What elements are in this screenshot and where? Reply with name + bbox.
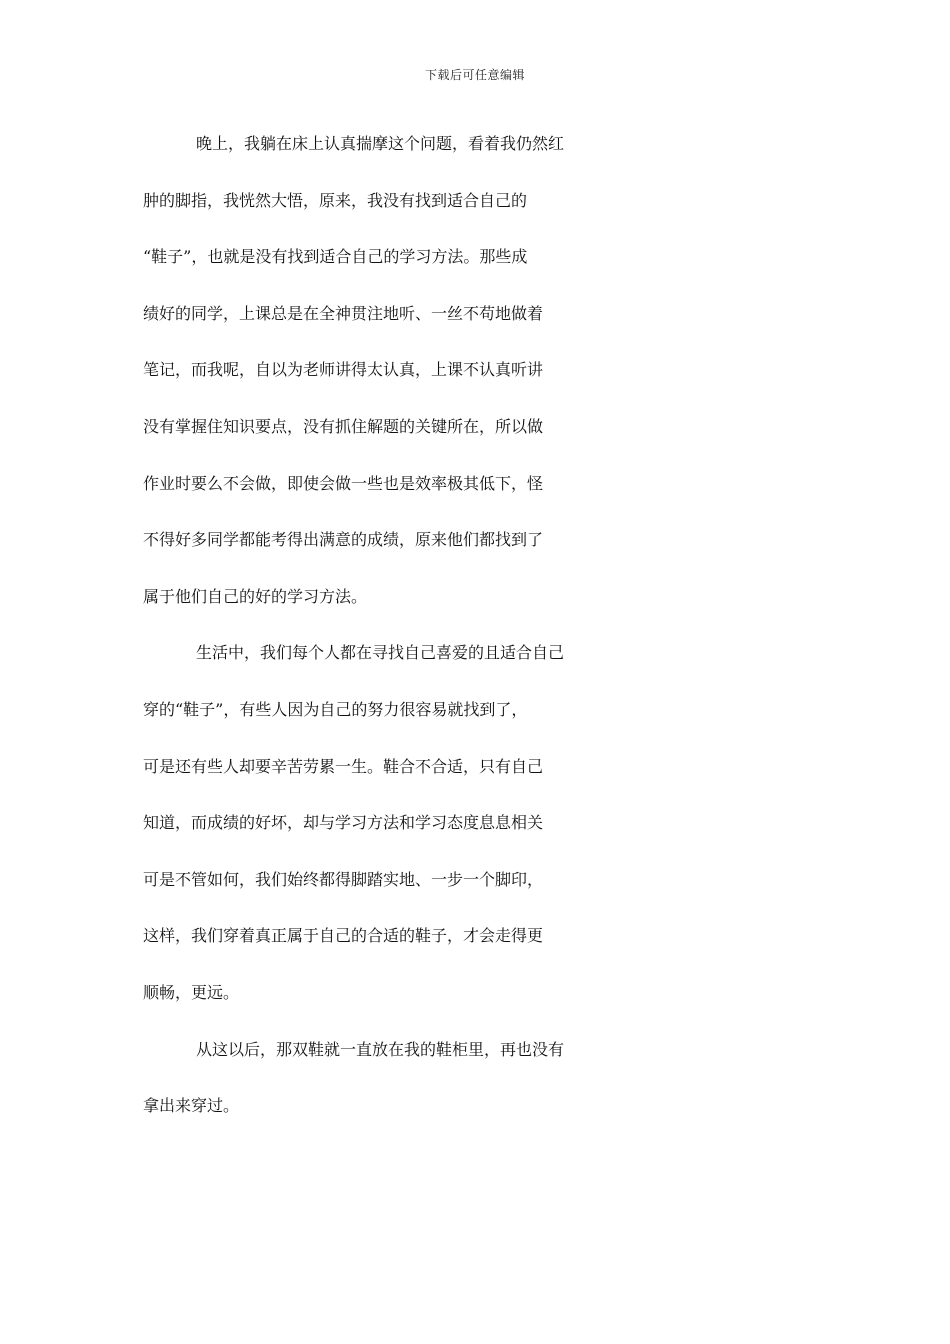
text-line: 可是不管如何，我们始终都得脚踏实地、一步一个脚印， xyxy=(143,869,544,889)
paragraph xyxy=(143,640,807,1036)
text-line: 从这以后，那双鞋就一直放在我的鞋柜里，再也没有 xyxy=(196,1039,565,1059)
text-line: 属于他们自己的好的学习方法。 xyxy=(143,586,368,606)
text-line: 晚上，我躺在床上认真揣摩这个问题，看着我仍然红 xyxy=(196,134,565,153)
text-line: 知道，而成绩的好坏，却与学习方法和学习态度息息相关 xyxy=(143,813,544,833)
text-line: “鞋子”，也就是没有找到适合自己的学习方法。那些成 xyxy=(143,247,528,267)
text-line: 绩好的同学，上课总是在全神贯注地听、一丝不苟地做着 xyxy=(143,303,544,323)
text-line: 生活中，我们每个人都在寻找自己喜爱的且适合自己 xyxy=(196,643,565,663)
text-line: 拿出来穿过。 xyxy=(143,1096,240,1116)
text-line: 笔记，而我呢，自以为老师讲得太认真，上课不认真听讲 xyxy=(143,360,544,380)
text-line: 作业时要么不会做，即使会做一些也是效率极其低下，怪 xyxy=(143,473,544,493)
paragraph xyxy=(143,131,807,640)
document-body xyxy=(143,131,807,1150)
text-line: 不得好多同学都能考得出满意的成绩，原来他们都找到了 xyxy=(143,530,544,550)
page-header: 下载后可任意编辑 xyxy=(424,68,525,82)
text-line: 肿的脚指，我恍然大悟，原来，我没有找到适合自己的 xyxy=(143,190,528,210)
text-line: 这样，我们穿着真正属于自己的合适的鞋子，才会走得更 xyxy=(143,926,544,946)
paragraph xyxy=(143,1037,807,1150)
text-line: 可是还有些人却要辛苦劳累一生。鞋合不合适，只有自己 xyxy=(143,756,544,776)
text-line: 顺畅，更远。 xyxy=(143,982,240,1002)
text-line: 穿的“鞋子”，有些人因为自己的努力很容易就找到了， xyxy=(143,699,528,719)
text-line: 没有掌握住知识要点，没有抓住解题的关键所在，所以做 xyxy=(143,416,544,436)
